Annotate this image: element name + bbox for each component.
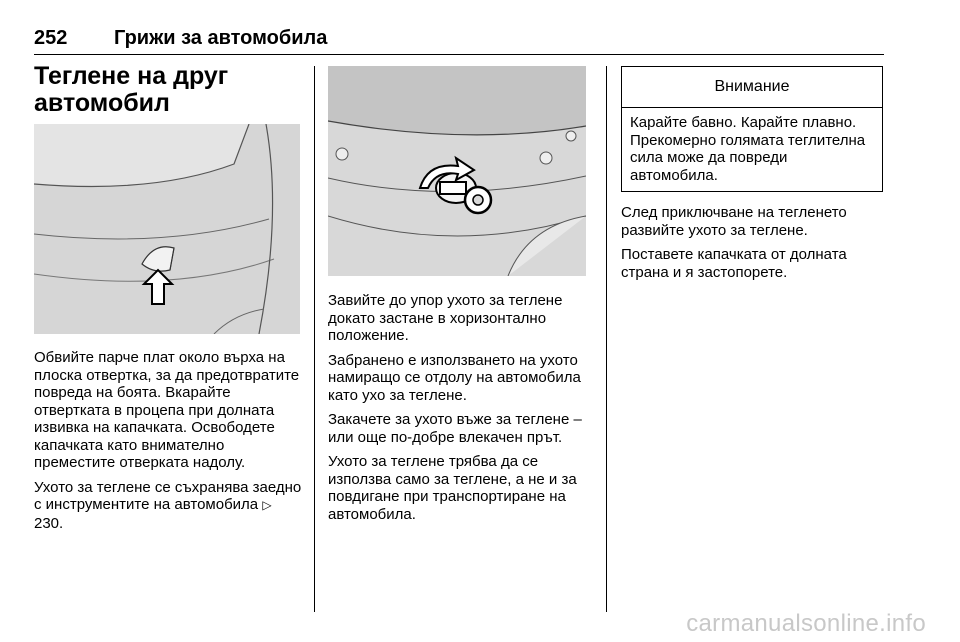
towing-eye-illustration [328,66,586,276]
section-title [34,63,304,117]
figure-towing-eye [328,66,586,276]
paragraph-refit-cover: Поставете капачката от долната страна и я застопорете. [621,246,847,281]
watermark: carmanualsonline.info [686,610,926,637]
column-2-body [328,292,596,530]
running-header: Грижи за автомобила [114,27,328,49]
page-number: 252 [34,27,68,49]
column-1-body [34,349,302,539]
bumper-cover-illustration [34,124,300,334]
warning-text: Карайте бавно. Карайте плавно. Прекомерно голямата теглителна сила може да повреди автомобила. [630,114,866,184]
page-ref-icon: ▷ [262,498,272,512]
paragraph-screw-eye: Завийте до упор ухото за теглене докато застане в хоризонтално положение. [328,292,563,344]
paragraph-towing-eye-storage [34,479,302,533]
column-divider-2 [606,66,607,612]
column-divider-1 [314,66,315,612]
paragraph-towing-only: Ухото за теглене трябва да се използва само за теглене, а не и за повдигане при транспортиране на автомобила. [328,453,577,523]
paragraph-forbidden-use: Забранено е използването на ухото намиращо се отдолу на автомобила като ухо за теглене. [328,351,581,404]
figure-bumper-cover [34,124,300,334]
section-title-line-1: Теглене на друг [34,62,229,90]
page-reference: 230. [34,514,64,532]
warning-heading: Внимание [622,67,882,108]
section-title-line-2: автомобил [34,89,170,117]
paragraph-remove-cover: Обвийте парче плат около върха на плоска отвертка, за да предотвратите повреда на боята. Вкарайте отвертката в процепа при долната извивка на капачката. Освободете капачката като внимателно преместите отверката надолу. [34,349,300,471]
page-header [34,24,884,55]
paragraph-unscrew-eye: След приключване на тегленето развийте ухото за теглене. [621,204,847,239]
towing-eye-storage-text: Ухото за теглене се съхранява заедно с инструментите на автомобила [34,478,302,513]
paragraph-attach-rope: Закачете за ухото въже за теглене – или още по-добре влекачен прът. [328,411,582,446]
column-3-body [621,204,885,288]
warning-box [621,66,883,192]
